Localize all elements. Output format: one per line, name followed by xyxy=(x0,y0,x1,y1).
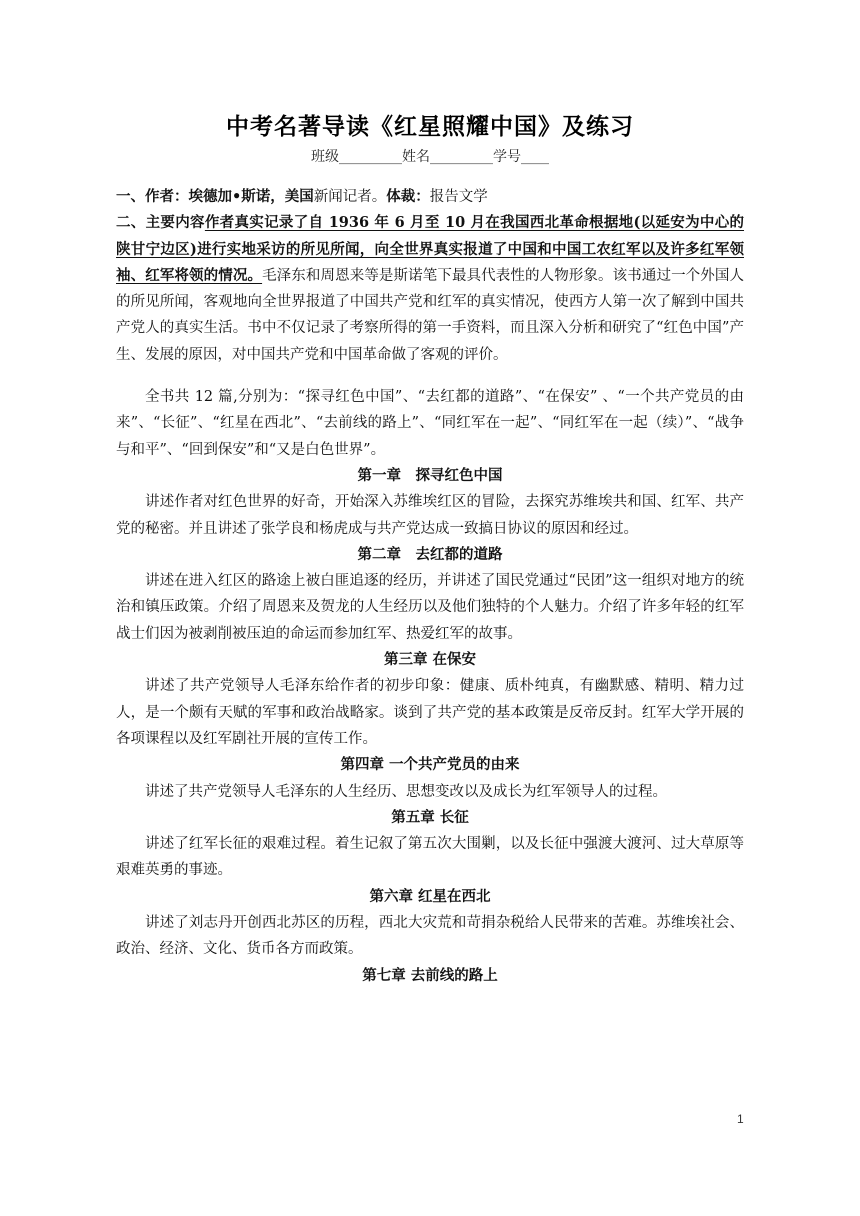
main-content-rest: 毛泽东和周恩来等是斯诺笔下最具代表性的人物形象。该书通过一个外国人的所见所闻，客观地向全世界报道了中国共产党和红军的真实情况，使西方人第一次了解到中国共产党人的真实生活。书中不仅记录了考察所得的第一手资料，而且深入分析和研究了“红色中国”产生、发展的原因，对中国共产党和中国革命做了客观的评价。 xyxy=(116,267,745,363)
chapter-5-title: 第五章 长征 xyxy=(391,809,469,826)
chapter-1-summary: 讲述作者对红色世界的好奇，开始深入苏维埃红区的冒险，去探究苏维埃共和国、红军、共产党的秘密。并且讲述了张学良和杨虎成与共产党达成一致搞日协议的原因和经过。 xyxy=(116,494,744,537)
genre-label: 体裁： xyxy=(386,188,430,205)
chapter-6-title: 第六章 红星在西北 xyxy=(369,888,491,905)
chapter-3-summary: 讲述了共产党领导人毛泽东给作者的初步印象：健康、质朴纯真，有幽默感、精明、精力过人，是一个颇有天赋的军事和政治战略家。谈到了共产党的基本政策是反帝反封。红军大学开展的各项课程以及红军剧社开展的宣传工作。 xyxy=(116,678,744,747)
main-content-highlight: 作者真实记录了自 1936 年 6 月至 10 月在我国西北革命根据地(以延安为中心的陕甘宁边区)进行实地采访的所见所闻，向全世界真实报道了中国和中国工农红军以及许多红军领袖、红军将领的情况。 xyxy=(116,214,745,284)
chapter-1-title: 第一章 探寻红色中国 xyxy=(357,467,503,484)
chapter-6-summary: 讲述了刘志丹开创西北苏区的历程，西北大灾荒和苛捐杂税给人民带来的苦难。苏维埃社会、政治、经济、文化、货币各方而政策。 xyxy=(116,915,744,958)
author-heading: 一、作者： xyxy=(116,189,189,205)
genre-value: 报告文学 xyxy=(429,189,488,205)
page-title: 中考名著导读《红星照耀中国》及练习 xyxy=(226,114,634,140)
chapters-intro: 全书共 12 篇,分别为：“探寻红色中国”、“去红都的道路”、“在保安” 、“一个共产党员的由来”、“长征”、“红星在西北”、“去前线的路上”、“同红军在一起”、“同红军在一起（续）”、“战争与和平”、“回到保安”和“又是白色世界”。 xyxy=(116,389,744,458)
student-info-line: 班级_________姓名_________学号____ xyxy=(311,149,549,165)
chapter-2-title: 第二章 去红都的道路 xyxy=(357,546,503,563)
main-content-heading: 二、主要内容 xyxy=(116,215,205,232)
page-number: 1 xyxy=(737,1112,744,1126)
chapter-4-summary: 讲述了共产党领导人毛泽东的人生经历、思想变改以及成长为红军领导人的过程。 xyxy=(145,783,667,800)
author-name: 埃德加•斯诺，美国 xyxy=(188,188,314,205)
chapter-4-title: 第四章 一个共产党员的由来 xyxy=(340,757,520,774)
author-role: 新闻记者。 xyxy=(313,189,387,205)
document-body xyxy=(116,184,744,989)
chapter-7-title: 第七章 去前线的路上 xyxy=(362,967,498,984)
chapter-5-summary: 讲述了红军长征的艰难过程。着生记叙了第五次大围剿，以及长征中强渡大渡河、过大草原等艰难英勇的事迹。 xyxy=(116,836,744,879)
main-content-paragraph xyxy=(116,210,744,368)
chapter-3-title: 第三章 在保安 xyxy=(383,652,477,669)
author-paragraph xyxy=(116,184,744,210)
chapter-2-summary: 讲述在进入红区的路途上被白匪追逐的经历，并讲述了国民党通过“民团”这一组织对地方的统治和镇压政策。介绍了周恩来及贺龙的人生经历以及他们独特的个人魅力。介绍了许多年轻的红军战士们因为被剥削被压迫的命运而参加红军、热爱红军的故事。 xyxy=(116,573,744,642)
